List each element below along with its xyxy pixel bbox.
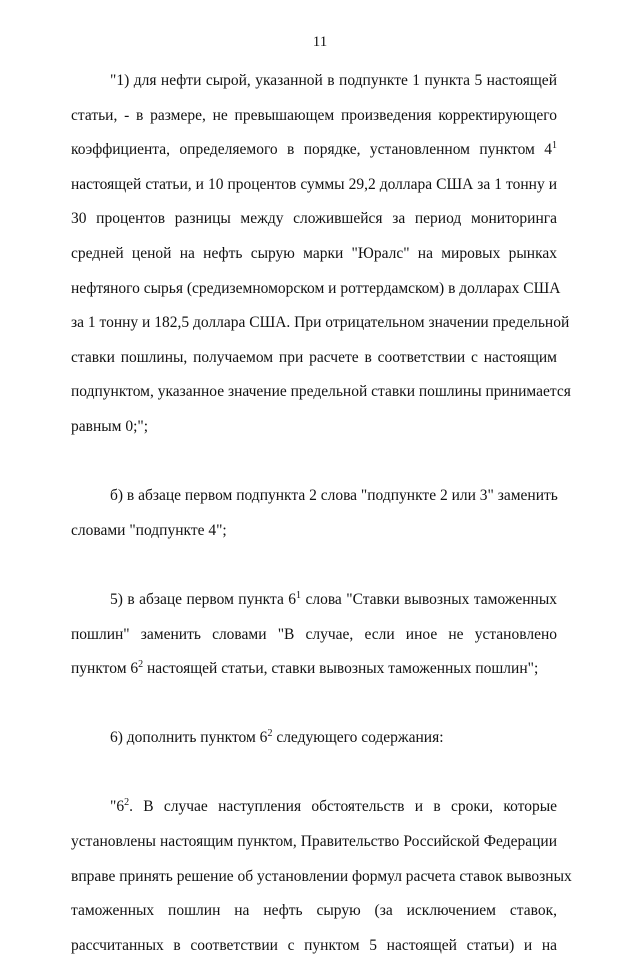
paragraph-gap	[71, 687, 557, 722]
superscript: 1	[296, 589, 302, 601]
text-line	[71, 272, 561, 307]
line-text: за 1 тонну и 182,5 доллара США. При отрицательном значении предельной	[71, 314, 570, 332]
line-text: 30 процентов разницы между сложившейся за период мониторинга	[71, 210, 557, 228]
line-text: б) в абзаце первом подпункта 2 слова "подпункте 2 или 3" заменить	[110, 487, 558, 505]
superscript: 2	[124, 797, 130, 809]
line-text: статьи, - в размере, не превышающем произведения корректирующего	[71, 106, 557, 124]
body-text	[71, 64, 572, 963]
superscript: 1	[552, 140, 557, 152]
text-line	[71, 860, 572, 895]
line-text: ставки пошлины, получаемом при расчете в соответствии с настоящим	[71, 348, 557, 366]
text-line	[71, 929, 557, 963]
line-text: словами "подпункте 4";	[71, 521, 227, 539]
text-line	[71, 375, 571, 410]
text-line	[71, 99, 557, 134]
line-text: следующего содержания:	[272, 729, 444, 747]
text-line	[71, 237, 557, 272]
line-text: настоящей статьи, и 10 процентов суммы 29,2 доллара США за 1 тонну и	[71, 175, 557, 193]
line-text: подпунктом, указанное значение предельной ставки пошлины принимается	[71, 383, 571, 401]
line-text: настоящей статьи, ставки вывозных таможенных пошлин";	[143, 660, 539, 678]
text-line	[71, 583, 557, 618]
page-number: 11	[312, 34, 328, 50]
text-line	[71, 721, 557, 756]
line-text: средней ценой на нефть сырую марки "Юралс" на мировых рынках	[71, 244, 557, 262]
text-line	[71, 168, 557, 203]
text-line	[71, 825, 557, 860]
text-line	[71, 514, 557, 549]
line-text: установлены настоящим пунктом, Правительство Российской Федерации	[71, 833, 557, 851]
superscript: 2	[267, 728, 273, 740]
line-text: пунктом 6	[71, 660, 139, 678]
line-text: 5) в абзаце первом пункта 6	[110, 590, 297, 608]
text-line	[71, 618, 557, 653]
line-text: коэффициента, определяемого в порядке, установленном пунктом 4	[71, 141, 552, 159]
text-line	[71, 894, 557, 929]
line-text: "1) для нефти сырой, указанной в подпункте 1 пункта 5 настоящей	[110, 72, 557, 89]
paragraph-gap	[71, 445, 557, 480]
line-text: . В случае наступления обстоятельств и в сроки, которые	[129, 798, 557, 816]
paragraph-gap	[71, 756, 557, 791]
text-line	[71, 410, 557, 445]
line-text: пошлин" заменить словами "В случае, если иное не установлено	[71, 625, 557, 643]
line-text: 6) дополнить пунктом 6	[110, 729, 268, 747]
text-line	[71, 133, 557, 168]
line-text: "6	[110, 798, 125, 816]
line-text: вправе принять решение об установлении формул расчета ставок вывозных	[71, 867, 572, 885]
text-line	[71, 202, 557, 237]
line-text: равным 0;";	[71, 417, 149, 435]
superscript: 2	[138, 659, 144, 671]
text-line	[71, 479, 557, 514]
text-line	[71, 790, 557, 825]
text-line	[71, 64, 557, 99]
paragraph-gap	[71, 548, 557, 583]
text-line	[71, 306, 570, 341]
line-text: рассчитанных в соответствии с пунктом 5 настоящей статьи) и на	[71, 936, 557, 954]
line-text: нефтяного сырья (средиземноморском и роттердамском) в долларах США	[71, 279, 561, 297]
line-text: таможенных пошлин на нефть сырую (за исключением ставок,	[71, 902, 557, 920]
text-line	[71, 652, 557, 687]
line-text: слова "Ставки вывозных таможенных	[301, 590, 557, 608]
text-line	[71, 341, 557, 376]
